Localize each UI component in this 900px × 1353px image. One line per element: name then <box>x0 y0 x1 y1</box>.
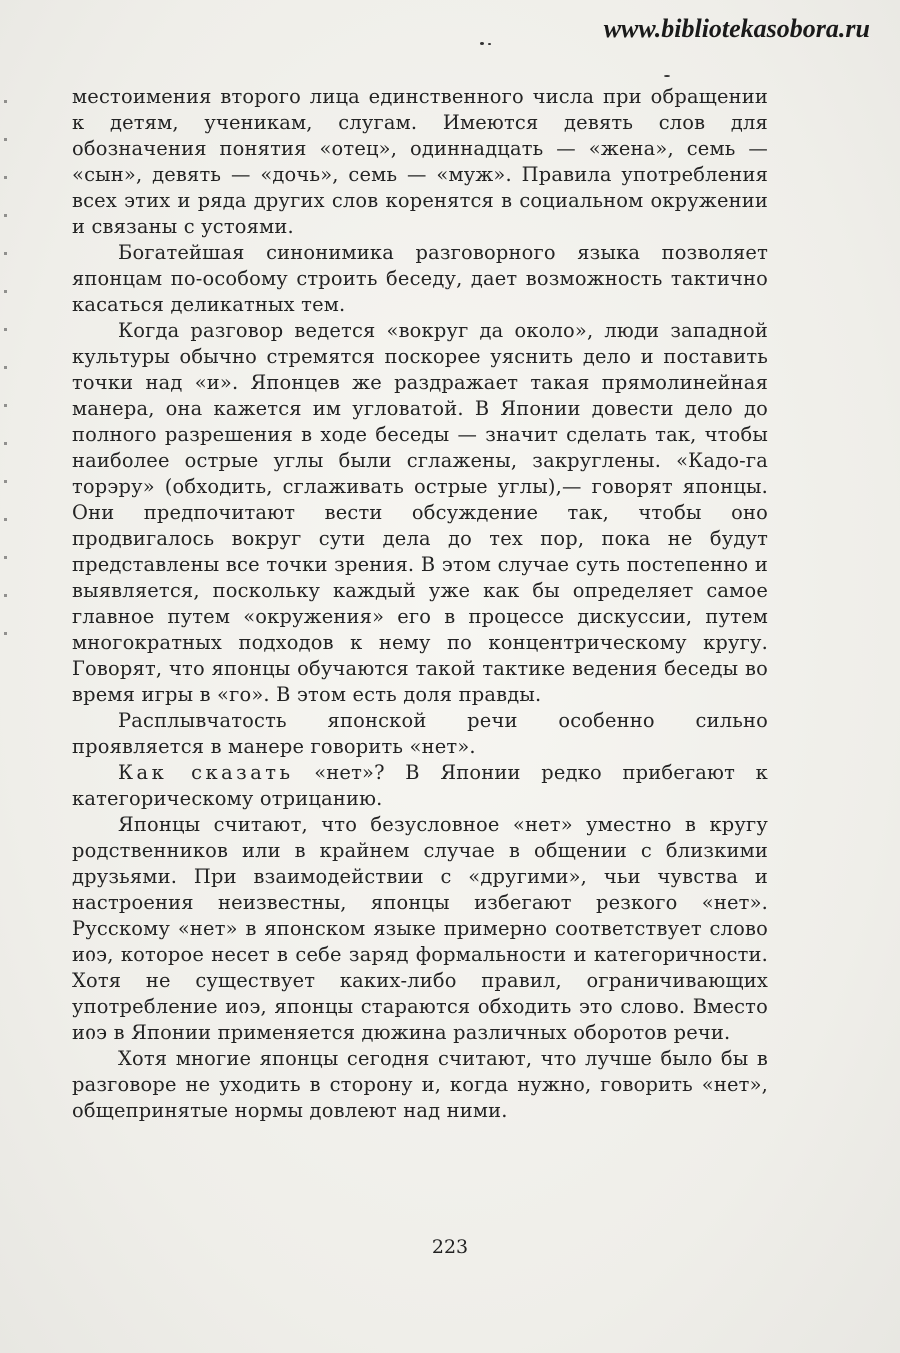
paragraph: Когда разговор ведется «вокруг да около», люди западной культуры обычно стремятся поскорее уяснить дело и поставить точки над «и». Японцев же раздражает такая прямолинейная манера, она кажется им угловатой. В Японии довести дело до полного разрешения в ходе беседы — значит сделать так, чтобы наиболее острые углы были сглажены, закруглены. «Кадо-га торэру» (обходить, сглаживать острые углы),— говорят японцы. Они предпочитают вести обсуждение так, чтобы оно продвигалось вокруг сути дела до тех пор, пока не будут представлены все точки зрения. В этом случае суть постепенно и выявляется, поскольку каждый уже как бы определяет самое главное путем «окружения» его в процессе дискуссии, путем многократных подходов к нему по концентрическому кругу. Говорят, что японцы обучаются такой тактике ведения беседы во время игры в «го». В этом есть доля правды. <box>72 319 768 706</box>
paragraph: Богатейшая синонимика разговорного языка позволяет японцам по-особому строить беседу, дает возможность тактично касаться деликатных тем. <box>72 241 768 316</box>
scan-speck <box>664 75 670 77</box>
paragraph: Расплывчатость японской речи особенно сильно проявляется в манере говорить «нет». <box>72 709 768 758</box>
body-text <box>72 84 768 1124</box>
paragraph: Японцы считают, что безусловное «нет» уместно в кругу родственников или в крайнем случае в общении с близкими друзьями. При взаимодействии с «другими», чьи чувства и настроения неизвестны, японцы избегают резкого «нет». Русскому «нет» в японском языке примерно соответствует слово иიэ, которое несет в себе заряд формальности и категоричности. Хотя не существует каких-либо правил, ограничивающих употребление иიэ, японцы стараются обходить это слово. Вместо иიэ в Японии применяется дюжина различных оборотов речи. <box>72 813 768 1044</box>
page-number: 223 <box>431 1236 469 1258</box>
paragraph: Хотя многие японцы сегодня считают, что лучше было бы в разговоре не уходить в сторону и, когда нужно, говорить «нет», общепринятые нормы довлеют над ними. <box>72 1047 768 1122</box>
scan-speck <box>488 43 491 45</box>
paragraph <box>72 760 768 812</box>
paragraph: местоимения второго лица единственного числа при обращении к детям, ученикам, слугам. Имеются девять слов для обозначения понятия «отец», одиннадцать — «жена», семь — «сын», девять — «дочь», семь — «муж». Правила употребления всех этих и ряда других слов коренятся в социальном окружении и связаны с устоями. <box>72 85 768 238</box>
spaced-heading: Как сказать <box>118 761 294 784</box>
site-url-link[interactable]: www.bibliotekasobora.ru <box>603 14 870 43</box>
scan-speck <box>480 42 484 45</box>
paragraph-text: «нет»? В Японии редко прибегают к категорическому отрицанию. <box>72 761 769 810</box>
scan-edge-marks <box>4 100 7 660</box>
